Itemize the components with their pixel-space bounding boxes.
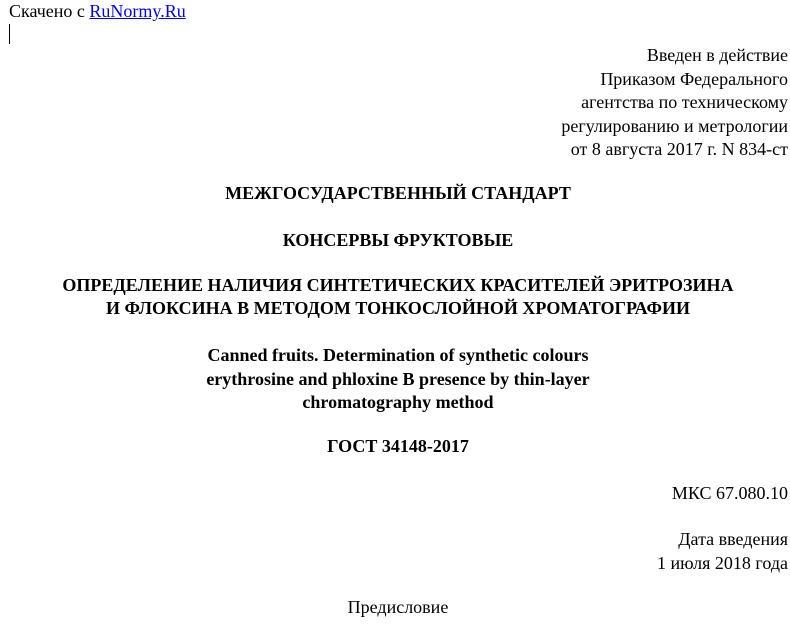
enactment-line: от 8 августа 2017 г. N 834-ст <box>570 139 788 159</box>
gost-number <box>0 435 790 457</box>
source-prefix: Скачено с <box>9 1 90 21</box>
mks-code-text: МКС 67.080.10 <box>671 483 788 503</box>
enactment-block <box>561 44 788 162</box>
title-ru-secondary-line: ОПРЕДЕЛЕНИЕ НАЛИЧИЯ СИНТЕТИЧЕСКИХ КРАСИТЕЛЕЙ ЭРИТРОЗИНА <box>62 275 734 295</box>
title-en <box>0 344 790 415</box>
title-ru-primary-text: КОНСЕРВЫ ФРУКТОВЫЕ <box>282 230 514 250</box>
title-en-line: Canned fruits. Determination of synthetic colours <box>207 345 589 365</box>
title-en-line: chromatography method <box>302 392 494 412</box>
introduction-date-label: Дата введения <box>678 529 788 549</box>
enactment-line: регулированию и метрологии <box>561 115 788 136</box>
title-en-line: erythrosine and phloxine B presence by thin-layer <box>206 368 590 389</box>
title-ru-primary <box>0 229 790 251</box>
enactment-line: Приказом Федерального <box>600 68 788 89</box>
introduction-date-value: 1 июля 2018 года <box>657 552 788 573</box>
text-cursor <box>9 24 10 44</box>
mks-code <box>672 482 788 506</box>
gost-number-text: ГОСТ 34148-2017 <box>327 436 469 456</box>
title-ru-secondary <box>0 274 790 320</box>
title-ru-secondary-line: И ФЛОКСИНА В МЕТОДОМ ТОНКОСЛОЙНОЙ ХРОМАТОГРАФИИ <box>106 298 690 318</box>
standard-type-heading <box>0 182 790 204</box>
enactment-line: агентства по техническому <box>581 92 788 112</box>
standard-type-text: МЕЖГОСУДАРСТВЕННЫЙ СТАНДАРТ <box>225 183 571 203</box>
source-link[interactable]: RuNormy.Ru <box>89 1 186 21</box>
preface-heading: Предисловие <box>347 597 449 617</box>
enactment-line: Введен в действие <box>646 45 788 65</box>
source-line <box>9 1 186 23</box>
introduction-date <box>657 528 788 575</box>
